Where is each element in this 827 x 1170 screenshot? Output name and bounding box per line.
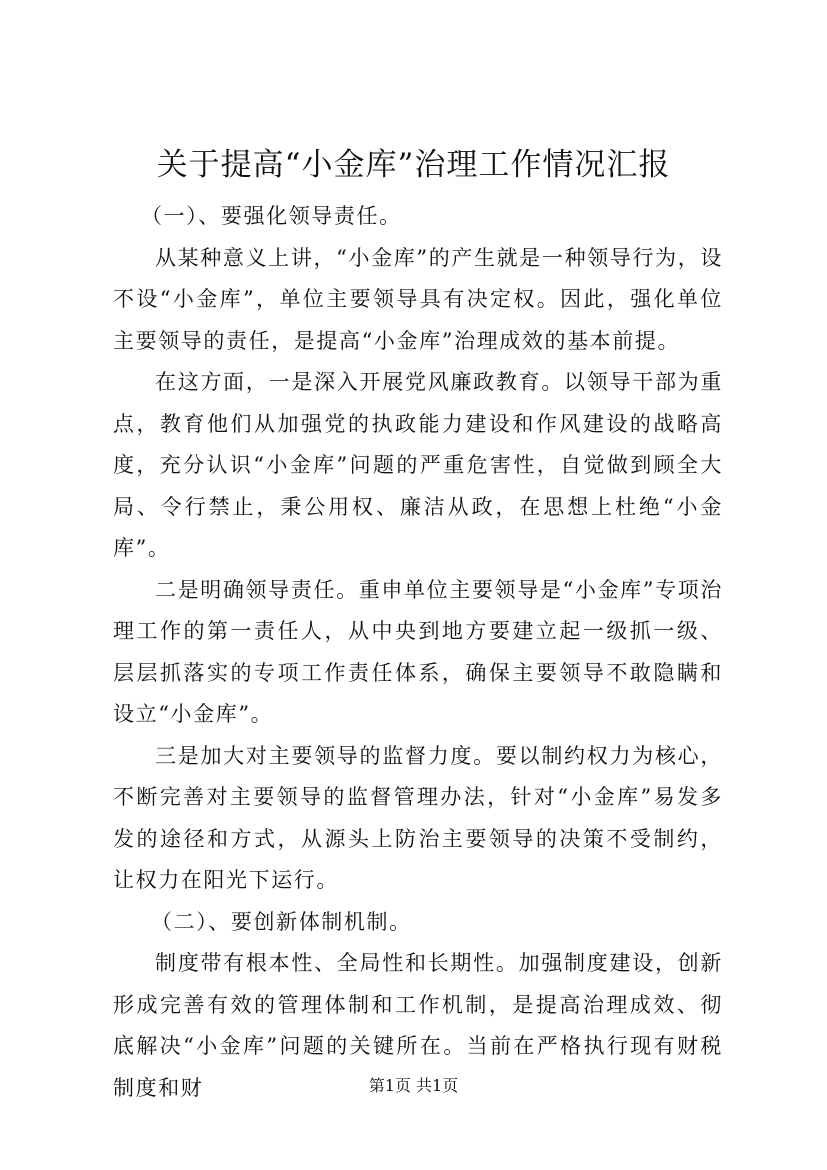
paragraph-4: 三是加大对主要领导的监督力度。要以制约权力为核心，不断完善对主要领导的监督管理办法，针对“小金库”易发多发的途径和方式，从源头上防治主要领导的决策不受制约，让权力在阳光下运行。 xyxy=(113,743,723,892)
paragraph-3: 二是明确领导责任。重申单位主要领导是“小金库”专项治理工作的第一责任人，从中央到地方要建立起一级抓一级、层层抓落实的专项工作责任体系，确保主要领导不敢隐瞒和设立“小金库”。 xyxy=(113,577,723,726)
paragraph-2: 在这方面，一是深入开展党风廉政教育。以领导干部为重点，教育他们从加强党的执政能力建设和作风建设的战略高度，充分认识“小金库”问题的严重危害性，自觉做到顾全大局、令行禁止，秉公用权、廉洁从政，在思想上杜绝“小金库”。 xyxy=(113,370,723,560)
page-number: 第1页 共1页 xyxy=(368,1076,459,1095)
paragraph-5: 制度带有根本性、全局性和长期性。加强制度建设，创新形成完善有效的管理体制和工作机制，是提高治理成效、彻底解决“小金库”问题的关键所在。当前在严格执行现有财税制度和财 xyxy=(113,951,723,1100)
document-title: 关于提高“小金库”治理工作情况汇报 xyxy=(156,147,671,183)
document-body xyxy=(113,196,723,1109)
section-heading-2: （二）、要创新体制机制。 xyxy=(151,909,412,934)
section-heading-1: （一）、要强化领导责任。 xyxy=(141,204,402,228)
paragraph-1: 从某种意义上讲，“小金库”的产生就是一种领导行为，设不设“小金库”，单位主要领导具有决定权。因此，强化单位主要领导的责任，是提高“小金库”治理成效的基本前提。 xyxy=(113,245,723,353)
